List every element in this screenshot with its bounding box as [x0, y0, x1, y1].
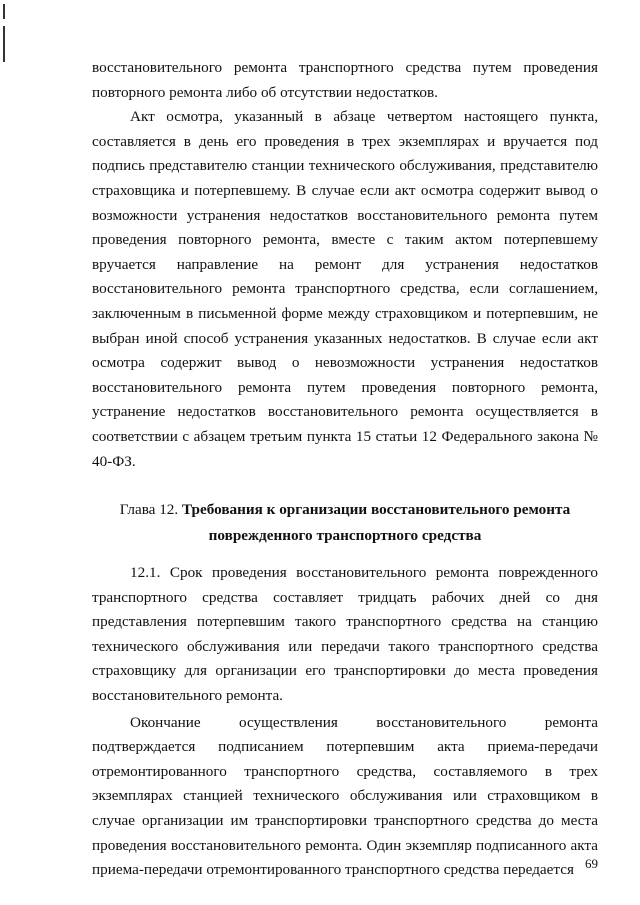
paragraph-repair-completion: Окончание осуществления восстановительного ремонта подтверждается подписанием потерпевшим акта приема-передачи отремонтированного транспортного средства, составляемого в трех экземплярах станцией технического обслуживания или страховщиком в случае организации им транспортировки транспортного средства до места проведения восстановительного ремонта. Один экземпляр подписанного акта приема-передачи отремонтированного транспортного средства передается: [92, 713, 598, 879]
scan-margin-mark: [3, 4, 5, 19]
scan-margin-mark: [3, 26, 5, 62]
chapter-title: Требования к организации восстановительного ремонта поврежденного транспортного средства: [182, 501, 571, 545]
chapter-label: Глава 12.: [119, 501, 179, 519]
document-page: [92, 56, 598, 883]
chapter-heading: [92, 497, 598, 549]
paragraph-inspection-act: Акт осмотра, указанный в абзаце четвертом настоящего пункта, составляется в день его проведения в трех экземплярах и вручается под подпись представителю станции технического обслуживания, представителю страховщика и потерпевшему. В случае если акт осмотра содержит вывод о возможности устранения недостатков восстановительного ремонта путем проведения повторного ремонта, вместе с таким актом потерпевшему вручается направление на ремонт для устранения недостатков восстановительного ремонта транспортного средства, если соглашением, заключенным в письменной форме между страховщиком и потерпевшим, не выбран иной способ устранения указанных недостатков. В случае если акт осмотра содержит вывод о невозможности устранения недостатков восстановительного ремонта путем проведения повторного ремонта, устранение недостатков восстановительного ремонта осуществляется в соответствии с абзацем третьим пункта 15 статьи 12 Федерального закона № 40-ФЗ.: [92, 108, 598, 470]
paragraph-12-1: 12.1. Срок проведения восстановительного ремонта поврежденного транспортного средства составляет тридцать рабочих дней со дня представления потерпевшим такого транспортного средства на станцию технического обслуживания или передачи такого транспортного средства страховщику для организации его транспортировки до места проведения восстановительного ремонта.: [92, 564, 598, 705]
paragraph-continuation: восстановительного ремонта транспортного средства путем проведения повторного ремонта либо об отсутствии недостатков.: [92, 59, 598, 101]
page-number: 69: [585, 856, 598, 871]
